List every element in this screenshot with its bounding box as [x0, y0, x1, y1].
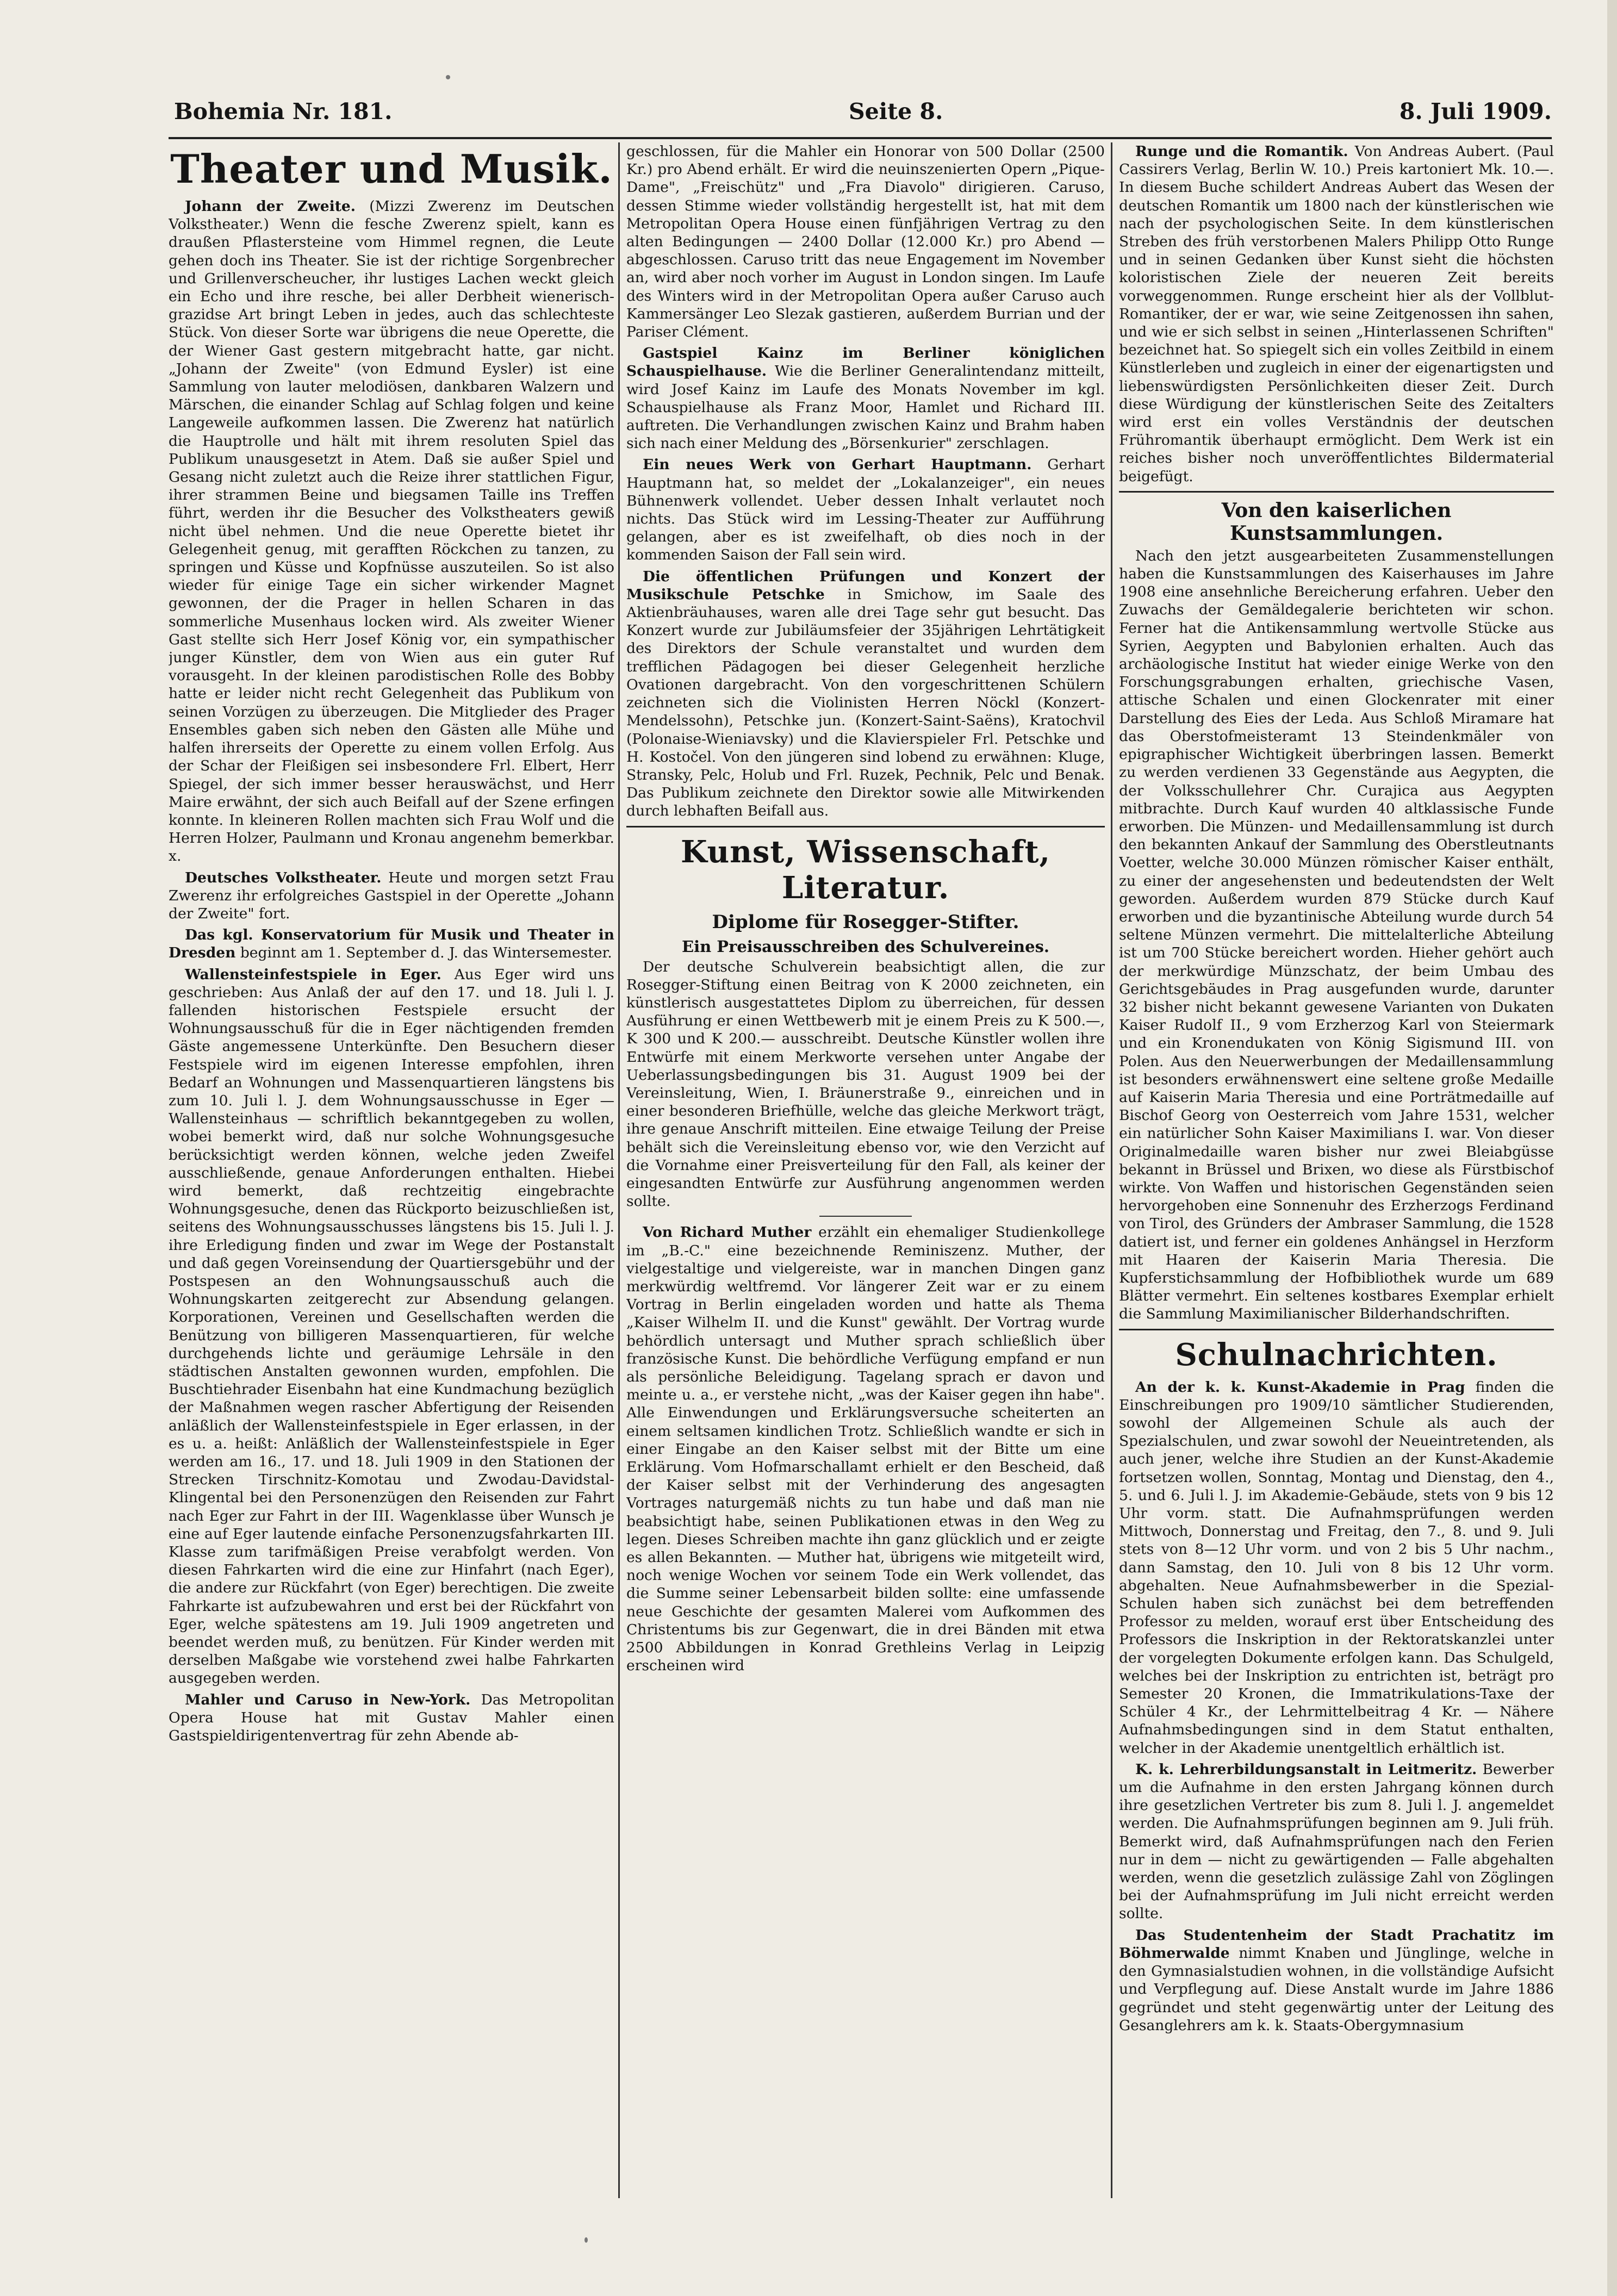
article-petschke	[626, 568, 1105, 820]
header-page-number: Seite 8.	[848, 98, 943, 125]
header-date: 8. Juli 1909.	[1399, 98, 1552, 125]
print-speck	[446, 75, 450, 79]
article-body: in Smichow, im Saale des Aktienbräuhauses, waren alle drei Tage sehr gut besucht. Das Konzert wurde zur Jubiläumsfeier der 35jährigen Lehrtätigkeit des Direktors der Schule veranstaltet und wurden dem trefflichen Pädagogen bei dieser Gelegenheit herzliche Ovationen dargebracht. Von den vorgeschrittenen Schülern zeichneten sich die Violinisten Herren Nöckl (Konzert-Mendelssohn), Petschke jun. (Konzert-Saint-Saëns), Kratochvil (Polonaise-Wieniavsky) und die Klavierspieler Frl. Petschke und H. Kostočel. Von den jüngeren sind lobend zu erwähnen: Kluge, Stransky, Pelc, Holub und Frl. Ruzek, Pechnik, Pelc und Benak. Das Publikum zeichnete den Direktor sowie alle Mitwirkenden durch lebhaften Beifall aus.	[626, 586, 1105, 820]
article-body: Heute und morgen setzt Frau Zwerenz ihr erfolgreiches Gastspiel in der Operette „Johann der Zweite" fort.	[169, 869, 614, 922]
article-konservatorium	[169, 926, 614, 962]
article-lead: Wallensteinfestspiele in Eger.	[185, 966, 441, 983]
article-mahler-cont: geschlossen, für die Mahler ein Honorar von 500 Dollar (2500 Kr.) pro Abend erhält. Er wird die neuinszenierten Opern „Pique-Dame", „Freischütz" und „Fra Diavolo" dirigieren. Caruso, dessen Stimme wieder vollständig hergestellt ist, hat mit dem Metropolitan Opera House einen fünfjährigen Vertrag zu den alten Bedingungen — 2400 Dollar (12.000 Kr.) pro Abend — abgeschlossen. Caruso tritt das neue Engagement im November an, wird aber noch vorher im August in London singen. Im Laufe des Winters wird in der Metropolitan Opera außer Caruso auch Kammersänger Leo Slezak gastieren, außerdem Burrian und der Pariser Clément.	[626, 143, 1105, 341]
article-body: Wie die Berliner Generalintendanz mitteilt, wird Josef Kainz im Laufe des Monats November im kgl. Schauspielhause als Franz Moor, Hamlet und Richard III. auftreten. Die Verhandlungen zwischen Kainz und Brahm haben sich nach einer Meldung des „Börsenkurier" zerschlagen.	[626, 363, 1105, 452]
article-lead: Deutsches Volkstheater.	[185, 869, 382, 886]
article-title-kunstsammlungen: Von den kaiserlichen Kunstsammlungen.	[1221, 499, 1452, 545]
article-body: nimmt Knaben und Jünglinge, welche in den Gymnasialstudien wohnen, in die vollständige Aufsicht und Verpflegung auf. Diese Anstalt wurde im Jahre 1886 gegründet und steht gegenwärtig unter der Leitung des Gesanglehrers am k. k. Staats-Obergymnasium	[1119, 1944, 1554, 2034]
article-hauptmann	[626, 456, 1105, 564]
section-title-kunst: Kunst, Wissenschaft, Literatur.	[681, 833, 1050, 906]
column-2	[626, 142, 1105, 2198]
article-kunstsammlungen: Nach den jetzt ausgearbeiteten Zusammenstellungen haben die Kunstsammlungen des Kaiserhauses im Jahre 1908 eine ansehnliche Bereicherung erfahren. Ueber den Zuwachs der Gemäldegalerie berichteten wir schon. Ferner hat die Antikensammlung wertvolle Stücke aus Syrien, Aegypten und Babylonien erhalten. Auch das archäologische Institut hat wieder einige Werke von den Forschungsgrabungen erhalten, griechische Vasen, attische Schalen und einen Glockenrater mit einer Darstellung des Eies der Leda. Aus Schloß Miramare hat das Oberstofmeisteramt 13 Steindenkmäler von epigraphischer Wichtigkeit überbringen lassen. Bemerkt zu werden verdienen 33 Gegenstände aus Aegypten, die der Volksschullehrer Chr. Curajica aus Aegypten mitbrachte. Durch Kauf wurden 40 altklassische Funde erworben. Die Münzen- und Medaillensammlung ist durch den bekannten Ankauf der Sammlung des Oberstleutnants Voetter, welche 30.000 Münzen römischer Kaiser enthält, zu einer der angesehensten und bedeutendsten der Welt geworden. Außerdem wurden 879 Stücke durch Kauf erworben und die byzantinische Abteilung wurde durch 54 seltene Münzen vermehrt. Die mittelalterliche Abteilung ist um 700 Stücke bereichert worden. Hieher gehört auch der merkwürdige Münzschatz, der beim Umbau des Gerichtsgebäudes in Prag ausgefunden wurde, darunter 32 bisher nicht bekannt gewesene Varianten von Dukaten Kaiser Rudolf II., 9 vom Erzherzog Karl von Steiermark und ein Kronendukaten von König Sigismund III. von Polen. Aus den Neuerwerbungen der Medaillensammlung ist besonders erwähnenswert eine seltene große Medaille auf Kaiserin Maria Theresia und eine Porträtmedaille auf Bischof Georg von Oesterreich vom Jahre 1531, welcher ein natürlicher Sohn Kaiser Maximilians I. war. Von dieser Originalmedaille waren bisher nur zwei Bleiabgüsse bekannt in Brüssel und Brixen, wo diese als Fürstbischof wirkte. Von Waffen und historischen Gegenständen seien hervorgehoben eine Sonnenuhr des Erzherzogs Ferdinand von Tirol, des Gründers der Ambraser Sammlung, die 1528 datiert ist, und ferner ein goldenes Anhängsel in Herzform mit Haaren der Kaiserin Maria Theresia. Die Kupferstichsammlung der Hofbibliothek wurde um 689 Blätter vermehrt. Ein seltenes kostbares Exemplar erhielt die Sammlung Maximilianischer Bilderhandschriften.	[1119, 547, 1554, 1323]
header-rule	[169, 137, 1552, 139]
article-title-diplome: Diplome für Rosegger-Stifter.	[712, 911, 1019, 933]
article-akademie	[1119, 1378, 1554, 1757]
article-lead: Ein neues Werk von Gerhart Hauptmann.	[643, 456, 1032, 474]
article-body: Das Metropolitan Opera House hat mit Gustav Mahler einen Gastspieldirigentenvertrag für zehn Abende ab-	[169, 1691, 614, 1745]
print-speck	[584, 2237, 588, 2243]
article-lead: Das kgl. Konservatorium für Musik und Theater in Dresden	[169, 926, 614, 962]
section-divider	[626, 826, 1105, 827]
column-rule-2	[1111, 142, 1112, 2198]
header-issue: Bohemia Nr. 181.	[174, 98, 393, 125]
article-lead: Johann der Zweite.	[185, 198, 356, 215]
article-body: Aus Eger wird uns geschrieben: Aus Anlaß der auf den 17. und 18. Juli l. J. fallenden historischen Festspiele ersucht der Wohnungsausschuß für die in Eger nächtigenden fremden Gäste angemessene Unterkünfte. Den Besuchern dieser Festspiele wird im eigenen Interesse empfohlen, ihren Bedarf an Wohnungen und Massenquartieren längstens bis zum 10. Juli l. J. dem Wohnungsausschusse in Eger — Wallensteinhaus — schriftlich bekanntgegeben zu wollen, wobei bemerkt wird, daß nur solche Wohnungsgesuche berücksichtigt werden können, welche jeden Zweifel ausschließende, genaue Anforderungen enthalten. Hiebei wird bemerkt, daß rechtzeitig eingebrachte Wohnungsgesuche, denen das Rückporto beizuschließen ist, seitens des Wohnungsausschusses längstens bis 15. Juli l. J. ihre Erledigung finden und zwar im Wege der Postanstalt und daß gegen Voreinsendung der Quartiersgebühr und der Postspesen an den Wohnungsausschuß auch die Wohnungskarten zeitgerecht zur Absendung gelangen. Korporationen, Vereinen und Gesellschaften werden die Benützung von billigeren Massenquartieren, für welche durchgehends lichte und geräumige Lehrsäle in den städtischen Anstalten gewonnen wurden, empfohlen. Die Buschtiehrader Eisenbahn hat eine Kundmachung bezüglich der Maßnahmen wegen rascher Abfertigung der Reisenden anläßlich der Wallensteinfestspiele in Eger erlassen, in der es u. a. heißt: Anläßlich der Wallensteinfestspiele in Eger werden am 16., 17. und 18. Juli 1909 in den Stationen der Strecken Tirschnitz-Komotau und Zwodau-Davidstal-Klingental bei den Personenzügen den Reisenden zur Fahrt nach Eger zur Fahrt in der III. Wagenklasse über Wunsch je eine auf Eger lautende einfache Personenzugsfahrkarten III. Klasse zum tarifmäßigen Preise verabfolgt werden. Von diesen Fahrkarten wird die eine zur Hinfahrt (nach Eger), die andere zur Rückfahrt (von Eger) berechtigen. Die zweite Fahrkarte ist aufzubewahren und erst bei der Rückfahrt von Eger, welche spätestens am 19. Juli 1909 angetreten und beendet werden muß, zu benützen. Für Kinder werden mit derselben Maßgabe wie vorstehend zwei halbe Fahrkarten ausgegeben werden.	[169, 966, 614, 1687]
article-lead: Mahler und Caruso in New-York.	[185, 1691, 471, 1708]
article-diplome: Der deutsche Schulverein beabsichtigt allen, die zur Rosegger-Stiftung einen Beitrag von K 2000 zeichneten, ein künstlerisch ausgestattetes Diplom zu überreichen, für dessen Ausführung er einen Wettbewerb mit je einem Preis zu K 500.—, K 300 und K 200.— ausschreibt. Deutsche Künstler wollen ihre Entwürfe mit einem Merkworte versehen unter Angabe der Ueberlassungsbedingungen bis 31. August 1909 bei der Vereinsleitung, Wien, I. Bräunerstraße 9., einreichen und in einer besonderen Briefhülle, welche das gleiche Merkwort trägt, ihre genaue Anschrift mitteilen. Eine etwaige Teilung der Preise behält sich die Vereinsleitung ebenso vor, wie den Verzicht auf die Vornahme einer Preisverteilung für den Fall, als keiner der eingesandten Entwürfe zur Ausführung angenommen werden sollte.	[626, 958, 1105, 1210]
article-lead: Runge und die Romantik.	[1135, 143, 1348, 160]
article-body: Bewerber um die Aufnahme in den ersten Jahrgang können durch ihre gesetzlichen Vertreter bis zum 8. Juli l. J. angemeldet werden. Die Aufnahmsprüfungen beginnen am 9. Juli früh. Bemerkt wird, daß Aufnahmsprüfungen nach den Ferien nur in dem — nicht zu gewärtigenden — Falle abgehalten werden, wenn die gesetzlich zulässige Zahl von Zöglingen bei der Aufnahmsprüfung im Juli nicht erreicht werden sollte.	[1119, 1760, 1554, 1922]
column-rule-1	[618, 142, 620, 2198]
article-body: (Mizzi Zwerenz im Deutschen Volkstheater.) Wenn die fesche Zwerenz spielt, kann es draußen Pflastersteine vom Himmel regnen, die Leute gehen doch ins Theater. Sie ist der richtige Sorgenbrecher und Grillenverscheucher, ihr lustiges Lachen weckt gleich ein Echo und ihre resche, bei aller Derbheit wienerisch-grazidse Art bringt Leben in jedes, auch das schlechteste Stück. Von dieser Sorte war übrigens die neue Operette, die der Wiener Gast gestern mitgebracht hatte, gar nicht. „Johann der Zweite" (von Edmund Eysler) ist eine Sammlung von lauter melodiösen, dankbaren Walzern und Märschen, die einander Schlag auf Schlag folgen und keine Langeweile aufkommen lassen. Die Zwerenz hat natürlich die Hauptrolle und hält mit ihrem resoluten Spiel das Publikum unausgesetzt in Atem. Daß sie außer Spiel und Gesang nicht zuletzt auch die Reize ihrer stattlichen Figur, ihrer strammen Beine und biegsamen Taille ins Treffen führt, werden ihr die Besucher des Volkstheaters gewiß nicht übel nehmen. Und die neue Operette bietet ihr Gelegenheit genug, mit gerafften Röckchen zu tanzen, zu springen und Küsse und Kopfnüsse auszuteilen. So ist also wieder für einige Tage ein sicher wirkender Magnet gewonnen, der die Prager in hellen Scharen in das sommerliche Musenhaus locken wird. Als zweiter Wiener Gast stellte sich Herr Josef König vor, ein sympathischer junger Künstler, dem von Wien aus ein guter Ruf vorausgeht. In der kleinen parodistischen Rolle des Bobby hatte er leider nicht recht Gelegenheit das Publikum von seinen Vorzügen zu überzeugen. Die Mitglieder des Prager Ensembles gaben sich neben den Gästen alle Mühe und halfen ihrerseits der Operette zu einem vollen Erfolg. Aus der Schar der Fleißigen sei insbesondere Frl. Elbert, Herr Spiegel, der sich immer besser herauswächst, und Herr Maire erwähnt, der sich auch Beifall auf der Szene erfingen konnte. In kleineren Rollen machten sich Frau Wolf und die Herren Holzer, Paulmann und Kronau angenehm bemerkbar. x.	[169, 198, 614, 865]
article-prachatitz	[1119, 1926, 1554, 2034]
article-lead: Die öffentlichen Prüfungen und Konzert der Musikschule Petschke	[626, 568, 1105, 603]
article-volkstheater	[169, 869, 614, 923]
column-1	[169, 142, 614, 2198]
article-muther	[626, 1223, 1105, 1675]
article-leitmeritz	[1119, 1760, 1554, 1923]
section-divider	[1119, 491, 1554, 493]
article-johann	[169, 197, 614, 866]
article-mahler	[169, 1691, 614, 1745]
article-body: erzählt ein ehemaliger Studienkollege im „B.-C." eine bezeichnende Reminiszenz. Muther, der vielgestaltige und vielgereiste, war in manchen Dingen ganz merkwürdig weltfremd. Vor längerer Zeit war er zu einem Vortrag in Berlin eingeladen worden und hatte als Thema „Kaiser Wilhelm II. und die Kunst" gewählt. Der Vortrag wurde behördlich untersagt und Muther sprach schließlich über französische Kunst. Die behördliche Verfügung empfand er nun als persönliche Beleidigung. Tagelang sprach er davon und meinte u. a., er verstehe nicht, „was der Kaiser gegen ihn habe". Alle Einwendungen und Erklärungsversuche scheiterten an einem seltsamen kindlichen Trotz. Schließlich wandte er sich in einer Eingabe an den Kaiser selbst mit der Bitte um eine Erklärung. Vom Hofmarschallamt erhielt er den Bescheid, daß der Kaiser selbst mit der Verhinderung des angesagten Vortrages naturgemäß nichts zu tun habe und daß man nie beabsichtigt habe, seinen Publikationen etwas in den Weg zu legen. Dieses Schreiben machte ihn ganz glücklich und er zeigte es allen Bekannten. — Muther hat, übrigens wie mitgeteilt wird, noch wenige Wochen vor seinem Tode ein Werk vollendet, das die Summe seiner Lebensarbeit bilden sollte: eine umfassende neue Geschichte der gesamten Malerei vom Aufkommen des Christentums bis zur Gegenwart, die in drei Bänden mit etwa 2500 Abbildungen in Konrad Grethleins Verlag in Leipzig erscheinen wird	[626, 1224, 1105, 1675]
article-body: Gerhart Hauptmann hat, so meldet der „Lokalanzeiger", ein neues Bühnenwerk vollendet. Ueber dessen Inhalt verlautet noch nichts. Das Stück wird im Lessing-Theater zur Aufführung gelangen, aber es ist zweifelhaft, ob dies noch in der kommenden Saison der Fall sein wird.	[626, 456, 1105, 564]
article-divider	[819, 1216, 912, 1217]
section-divider	[1119, 1329, 1554, 1330]
column-3	[1119, 142, 1554, 2198]
section-title-theater: Theater und Musik.	[170, 146, 613, 192]
article-subtitle-diplome: Ein Preisausschreiben des Schulvereines.	[681, 937, 1050, 956]
article-lead: Von Richard Muther	[643, 1224, 812, 1241]
section-title-schulnachrichten: Schulnachrichten.	[1175, 1336, 1498, 1373]
article-body: Von Andreas Aubert. (Paul Cassirers Verlag, Berlin W. 10.) Preis kartoniert Mk. 10.—. In diesem Buche schildert Andreas Aubert das Wesen der deutschen Romantik um 1800 nach der künstlerischen wie nach der psychologischen Seite. In dem künstlerischen Streben des früh verstorbenen Malers Philipp Otto Runge und in seinen Gedanken über Kunst sieht die höchsten koloristischen Ziele der neueren Zeit bereits vorweggenommen. Runge erscheint hier als der Vollblut-Romantiker, der er war, wie seine Zeitgenossen ihn sahen, und wie er sich selbst in seinen „Hinterlassenen Schriften" bezeichnet hat. So spiegelt sich ein volles Zeitbild in einem Künstlerleben und zugleich in einer der eigenartigsten und liebenswürdigsten Persönlichkeiten dieser Zeit. Durch diese Würdigung der künstlerischen Seite des Zeitalters wird erst ein volles Verständnis der deutschen Frühromantik überhaupt ermöglicht. Dem Werk ist ein reiches bisher noch unveröffentlichtes Bildermaterial beigefügt.	[1119, 143, 1554, 485]
article-runge	[1119, 142, 1554, 486]
article-body: beginnt am 1. September d. J. das Wintersemester.	[240, 944, 612, 962]
article-lead: Gastspiel Kainz im Berliner königlichen Schauspielhause.	[626, 345, 1105, 380]
article-lead: K. k. Lehrerbildungsanstalt in Leitmeritz.	[1135, 1760, 1477, 1778]
article-lead: An der k. k. Kunst-Akademie in Prag	[1135, 1378, 1465, 1396]
page-edge	[1607, 0, 1617, 2296]
article-lead: Das Studentenheim der Stadt Prachatitz im Böhmerwalde	[1119, 1926, 1554, 1962]
article-kainz	[626, 344, 1105, 452]
article-wallenstein	[169, 966, 614, 1688]
page-header	[174, 95, 1552, 128]
article-body: finden die Einschreibungen pro 1909/10 sämtlicher Studierenden, sowohl der Allgemeinen Schule als auch der Spezialschulen, und zwar sowohl der Neueintretenden, als auch jener, welche ihre Studien an der Kunst-Akademie fortsetzen wollen, Sonntag, Montag und Dienstag, den 4., 5. und 6. Juli l. J. im Akademie-Gebäude, stets von 9 bis 12 Uhr vorm. statt. Die Aufnahmsprüfungen werden Mittwoch, Donnerstag und Freitag, den 7., 8. und 9. Juli stets von 8—12 Uhr vorm. und von 2 bis 5 Uhr nachm., dann Samstag, den 10. Juli von 8 bis 12 Uhr vorm. abgehalten. Neue Aufnahmsbewerber in die Spezial-Schulen haben sich zunächst bei dem betreffenden Professor zu melden, worauf erst über Entscheidung des Professors die Inskription in der Rektoratskanzlei unter der vorgelegten Dokumente erfolgen kann. Das Schulgeld, welches bei der Inskription zu entrichten ist, beträgt pro Semester 20 Kronen, die Immatrikulations-Taxe der Schüler 4 Kr., der Lehrmittelbeitrag 4 Kr. — Nähere Aufnahmsbedingungen sind in dem Statut enthalten, welcher in der Akademie unentgeltlich erhältlich ist.	[1119, 1378, 1554, 1757]
